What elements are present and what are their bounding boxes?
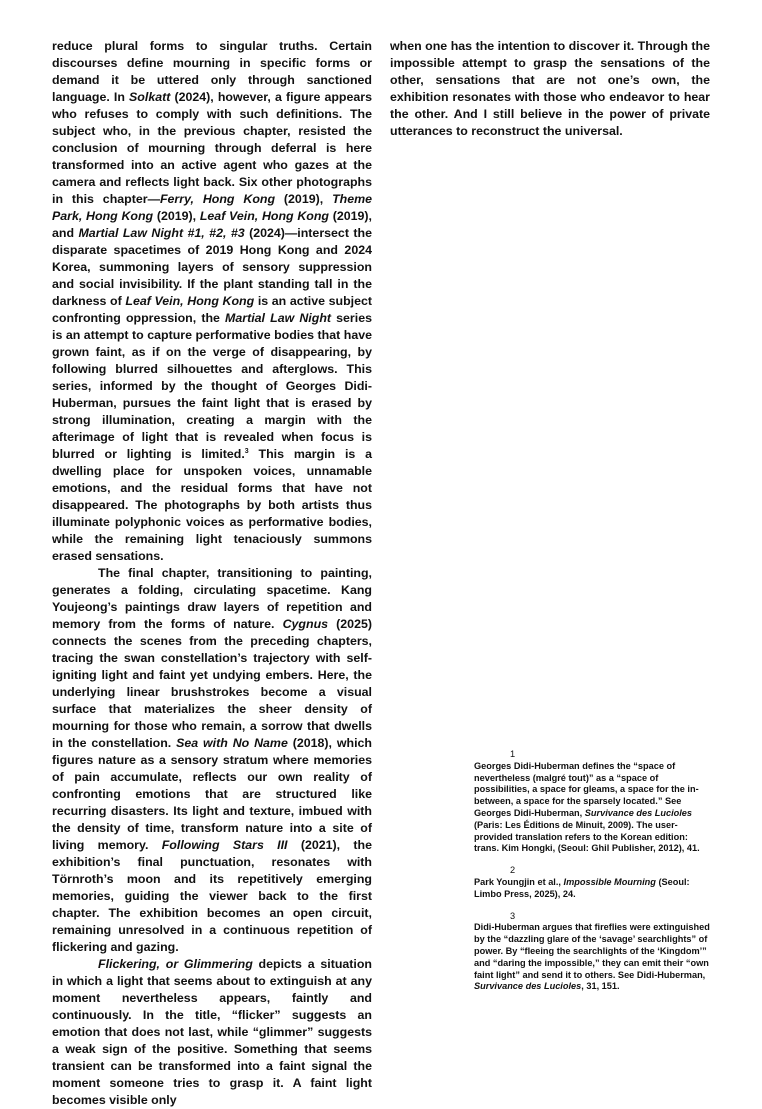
text-run: series is an attempt to capture performative bodies that have grown faint, as if on the verge of disappearing, by following blurred silhouettes and afterglows. This series, informed by the thought of Georges Didi-Huberman, pursues the faint light that is erased by strong illumination, creating a margin with the afterimage of light that is revealed when focus is blurred or lighting is limited. [52,311,372,461]
book-title: Survivance des Lucioles [584,807,693,818]
artwork-title: Leaf Vein, Hong Kong [199,209,329,223]
text-run: Park Youngjin et al., [474,876,564,887]
text-run: Didi-Huberman argues that fireflies were extinguished by the “dazzling glare of the ‘savage’ searchlights” of power. By “fleeing the searchlights of the ‘Kingdom’” and “daring the impossible,” they can emit their “own faint light” and send it to others. See Didi-Huberman, [474,922,710,980]
artwork-title: Solkatt [129,90,171,104]
text-run: reduce plural forms to singular truths. Certain discourses define mourning in specific forms or demand it be uttered only through sanctioned language. In [52,39,372,104]
text-run: (2024), however, a figure appears who refuses to comply with such definitions. The subject who, in the previous chapter, resisted the conclusion of mourning through deferral is here transformed into an active agent who gazes at the camera and reflects light back. Six other photographs in this chapter— [52,90,372,206]
artwork-title: Cygnus [282,617,329,631]
artwork-title: Following Stars III [161,838,288,852]
text-run: (Paris: Les Éditions de Minuit, 2009). The user-provided translation refers to the Korean edition: trans. Kim Hongki, (Seoul: Ghil Publisher, 2012), 41. [474,819,700,854]
footnote-number: 3 [510,910,516,921]
text-run: depicts a situation in which a light that seems about to extinguish at any moment nevertheless appears, faintly and continuously. In the title, “flicker” suggests an emotion that does not last, while “glimmer” suggests a weak sign of the positive. Something that seems transient can be transformed into a faint signal the moment someone tries to grasp it. A faint light becomes visible only [52,957,372,1107]
text-run: (Seoul: Limbo Press, 2025), 24. [474,876,690,899]
footnote-text [474,761,712,855]
book-title: Survivance des Lucioles [474,981,582,992]
exhibition-title: Flickering, or Glimmering [98,957,253,971]
artwork-title: Sea with No Name [176,736,288,750]
footnotes [474,749,712,1003]
text-run: (2019), [153,209,200,223]
artwork-title: Martial Law Night #1, #2, #3 [78,226,245,240]
text-run: (2025) connects the scenes from the preceding chapters, tracing the swan constellation’s trajectory with self-igniting light and faint yet undying embers. Here, the underlying linear brushstrokes become a visual surface that materializes the sheer density of mourning for those who remain, a sorrow that dwells in the constellation. [52,617,372,750]
artwork-title: Leaf Vein, Hong Kong [125,294,255,308]
body-paragraph-3 [52,956,372,1109]
artwork-title: Martial Law Night [225,311,332,325]
text-run: This margin is a dwelling place for unspoken voices, unnamable emotions, and the residual forms that have not disappeared. The photographs by both artists thus illuminate polyphonic voices as performative bodies, while the remaining light tenaciously summons erased sensations. [52,447,372,563]
footnote-number: 2 [510,865,516,876]
right-text-column [390,38,710,140]
text-run: Georges Didi-Huberman defines the “space of nevertheless (malgré tout)” as a “space of possibilities, a space for gleams, a space for the in-between, a space for the sparsely located.” See Georges Didi-Huberman, [474,760,699,818]
artwork-title: Ferry, Hong Kong [159,192,276,206]
body-paragraph-2 [52,565,372,956]
body-paragraph-1 [52,38,372,565]
text-run: (2021), the exhibition’s final punctuation, resonates with Törnroth’s moon and its repetitively emerging memories, guiding the viewer back to the first chapter. The exhibition becomes an open circuit, remaining unresolved in a continuous repetition of flickering and gazing. [52,838,372,954]
footnote-text [474,922,712,993]
footnote-1 [474,749,712,855]
text-run: , 31, 151. [581,981,620,992]
body-paragraph-4: when one has the intention to discover it. Through the impossible attempt to grasp the sensations of the other, sensations that are not one’s own, the exhibition resonates with those who endeavor to hear the other. And I still believe in the power of private utterances to reconstruct the universal. [390,39,710,138]
footnote-number: 1 [510,749,516,759]
footnote-reference[interactable]: 3 [244,447,249,455]
text-run: is an active subject confronting oppression, the [52,294,373,325]
footnote-2 [474,865,712,900]
text-run: (2019), and [52,209,372,240]
footnote-text [474,877,712,901]
footnote-3 [474,911,712,994]
text-run: (2019), [275,192,333,206]
left-text-column [52,38,372,1109]
text-run: (2024)—intersect the disparate spacetimes of 2019 Hong Kong and 2024 Korea, summoning layers of sensory suppression and social invisibility. If the plant standing tall in the darkness of [52,226,372,308]
book-title: Impossible Mourning [563,876,656,887]
text-run: The final chapter, transitioning to painting, generates a folding, circulating spacetime. Kang Youjeong’s paintings draw layers of repetition and memory from the forms of nature. [52,566,372,631]
text-run: (2018), which figures nature as a sensory stratum where memories of pain accumulate, reflects our own reality of confronting emotions that are structured like recurring disasters. Its light and texture, imbued with the density of time, transform nature into a site of living memory. [52,736,372,852]
artwork-title: Theme Park, Hong Kong [52,192,372,223]
